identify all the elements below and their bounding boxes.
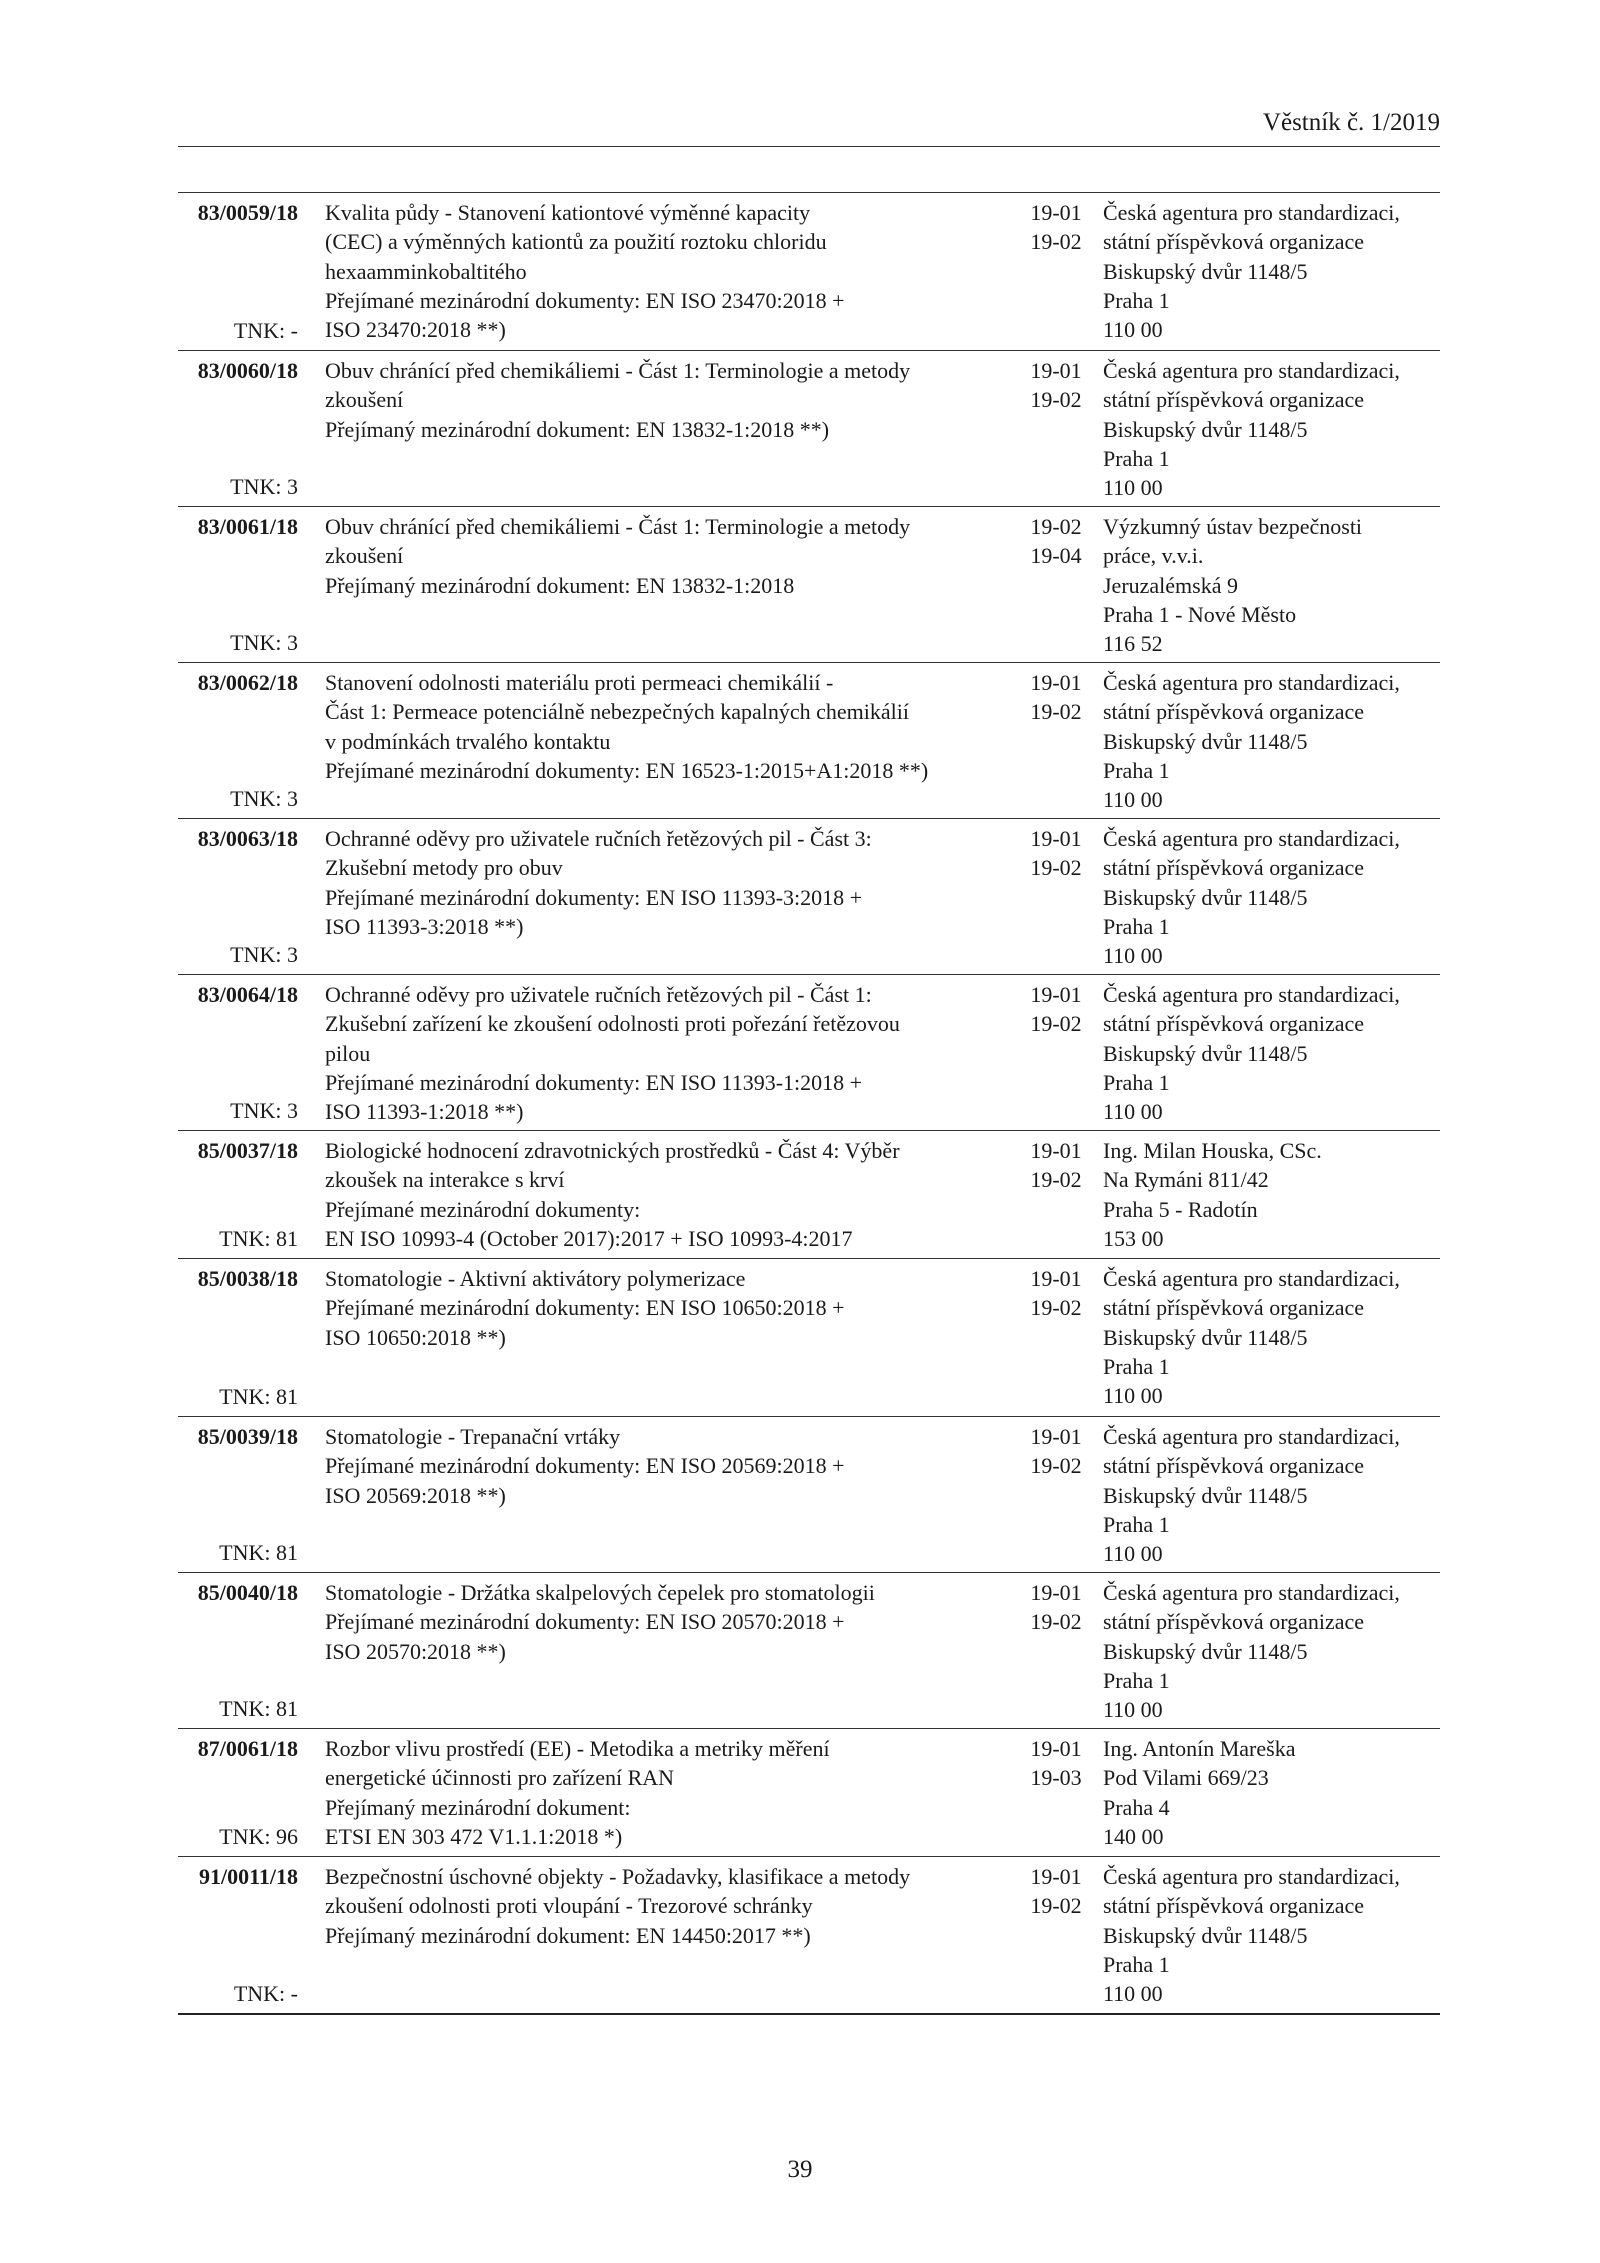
processor-address-line: Biskupský dvůr 1148/5 bbox=[1103, 1922, 1308, 1948]
tnk-label: TNK: - bbox=[233, 317, 298, 343]
processor-address bbox=[1103, 356, 1448, 502]
processor-address bbox=[1103, 1264, 1448, 1410]
standard-title-line: Přejímaný mezinárodní dokument: EN 14450:2017 **) bbox=[325, 1922, 811, 1948]
processor-address-line: Česká agentura pro standardizaci, bbox=[1103, 1864, 1400, 1889]
standard-title-line: Stomatologie - Aktivní aktivátory polymerizace bbox=[325, 1266, 746, 1291]
standard-title bbox=[325, 980, 1015, 1126]
table-row bbox=[178, 507, 1440, 663]
processor-address-line: Ing. Antonín Mareška bbox=[1103, 1736, 1296, 1761]
category-codes-line: 19-01 bbox=[1030, 1864, 1082, 1889]
standards-table bbox=[178, 192, 1440, 2015]
tnk-label: TNK: 3 bbox=[230, 785, 298, 811]
standard-title-line: Stanovení odolnosti materiálu proti permeaci chemikálií - bbox=[325, 670, 834, 695]
category-codes-line: 19-01 bbox=[1030, 826, 1082, 851]
processor-address-line: 153 00 bbox=[1103, 1225, 1164, 1251]
table-row bbox=[178, 663, 1440, 819]
standard-title-line: Část 1: Permeace potenciálně nebezpečných kapalných chemikálií bbox=[325, 699, 909, 725]
record-number: 87/0061/18 bbox=[197, 1736, 298, 1761]
processor-address bbox=[1103, 980, 1448, 1126]
standard-title-line: ISO 11393-1:2018 **) bbox=[325, 1099, 524, 1125]
processor-address-line: Praha 4 bbox=[1103, 1794, 1170, 1820]
record-id-cell bbox=[178, 668, 298, 813]
processor-address-line: 110 00 bbox=[1103, 317, 1163, 343]
record-number: 85/0038/18 bbox=[197, 1266, 298, 1291]
category-codes bbox=[1016, 1136, 1096, 1195]
category-codes bbox=[1016, 824, 1096, 883]
processor-address bbox=[1103, 1422, 1448, 1568]
category-codes bbox=[1016, 1422, 1096, 1481]
category-codes-line: 19-01 bbox=[1030, 1736, 1082, 1761]
standard-title bbox=[325, 824, 1015, 941]
processor-address-line: Biskupský dvůr 1148/5 bbox=[1103, 1324, 1308, 1350]
standard-title bbox=[325, 668, 1015, 785]
processor-address-line: Praha 1 bbox=[1103, 913, 1170, 939]
record-id-cell bbox=[178, 824, 298, 969]
standard-title-line: Přejímané mezinárodní dokumenty: EN ISO 11393-3:2018 + bbox=[325, 884, 863, 910]
standard-title-line: Přejímané mezinárodní dokumenty: EN ISO 23470:2018 + bbox=[325, 287, 845, 313]
standard-title-line: Obuv chránící před chemikáliemi - Část 1: Terminologie a metody bbox=[325, 514, 911, 539]
standard-title bbox=[325, 1264, 1015, 1352]
processor-address bbox=[1103, 1136, 1448, 1253]
record-number: 83/0064/18 bbox=[197, 982, 298, 1007]
category-codes-line: 19-01 bbox=[1030, 1424, 1082, 1449]
page-number: 39 bbox=[787, 2156, 813, 2183]
table-row bbox=[178, 1729, 1440, 1857]
category-codes-line: 19-02 bbox=[1030, 1295, 1082, 1321]
table-row bbox=[178, 193, 1440, 351]
standard-title-line: Zkušební zařízení ke zkoušení odolnosti proti pořezání řetězovou bbox=[325, 1011, 900, 1037]
processor-address-line: práce, v.v.i. bbox=[1103, 543, 1204, 569]
category-codes bbox=[1016, 1264, 1096, 1323]
standard-title-line: zkoušení bbox=[325, 387, 404, 413]
standard-title-line: Přejímané mezinárodní dokumenty: EN ISO 20570:2018 + bbox=[325, 1609, 845, 1635]
standard-title-line: Biologické hodnocení zdravotnických prostředků - Část 4: Výběr bbox=[325, 1138, 900, 1163]
processor-address-line: Na Rymáni 811/42 bbox=[1103, 1167, 1269, 1193]
standard-title-line: ISO 11393-3:2018 **) bbox=[325, 913, 524, 939]
tnk-label: TNK: 81 bbox=[219, 1225, 298, 1251]
processor-address bbox=[1103, 1578, 1448, 1724]
processor-address bbox=[1103, 198, 1448, 344]
category-codes-line: 19-03 bbox=[1030, 1765, 1082, 1791]
category-codes bbox=[1016, 1578, 1096, 1637]
standard-title-line: Přejímané mezinárodní dokumenty: bbox=[325, 1196, 641, 1222]
standard-title bbox=[325, 356, 1015, 444]
standard-title bbox=[325, 1422, 1015, 1510]
standard-title-line: Kvalita půdy - Stanovení kationtové výměnné kapacity bbox=[325, 200, 811, 225]
tnk-label: TNK: 3 bbox=[230, 473, 298, 499]
processor-address bbox=[1103, 1734, 1448, 1851]
standard-title-line: ETSI EN 303 472 V1.1.1:2018 *) bbox=[325, 1823, 623, 1849]
record-id-cell bbox=[178, 1734, 298, 1851]
processor-address-line: Česká agentura pro standardizaci, bbox=[1103, 1424, 1400, 1449]
record-number: 91/0011/18 bbox=[198, 1864, 298, 1889]
processor-address-line: státní příspěvková organizace bbox=[1103, 1893, 1365, 1919]
standard-title-line: pilou bbox=[325, 1040, 371, 1066]
record-number: 85/0039/18 bbox=[197, 1424, 298, 1449]
standard-title-line: Bezpečnostní úschovné objekty - Požadavky, klasifikace a metody bbox=[325, 1864, 911, 1889]
processor-address-line: Praha 1 bbox=[1103, 757, 1170, 783]
standard-title bbox=[325, 512, 1015, 600]
table-row bbox=[178, 819, 1440, 975]
category-codes-line: 19-02 bbox=[1030, 1893, 1082, 1919]
processor-address-line: Praha 1 bbox=[1103, 287, 1170, 313]
standard-title-line: energetické účinnosti pro zařízení RAN bbox=[325, 1765, 675, 1791]
record-id-cell bbox=[178, 1578, 298, 1723]
category-codes-line: 19-01 bbox=[1030, 1266, 1082, 1291]
table-row bbox=[178, 975, 1440, 1131]
standard-title bbox=[325, 1734, 1015, 1851]
category-codes-line: 19-01 bbox=[1030, 670, 1082, 695]
processor-address-line: státní příspěvková organizace bbox=[1103, 229, 1365, 255]
category-codes bbox=[1016, 198, 1096, 257]
record-id-cell bbox=[178, 1136, 298, 1253]
standard-title-line: Přejímaný mezinárodní dokument: EN 13832-1:2018 bbox=[325, 572, 795, 598]
standard-title-line: Ochranné oděvy pro uživatele ručních řetězových pil - Část 1: bbox=[325, 982, 872, 1007]
processor-address-line: 110 00 bbox=[1103, 1981, 1163, 2007]
category-codes-line: 19-01 bbox=[1030, 982, 1082, 1007]
processor-address-line: 110 00 bbox=[1103, 1541, 1163, 1567]
standard-title-line: Přejímaný mezinárodní dokument: bbox=[325, 1794, 631, 1820]
record-number: 83/0059/18 bbox=[197, 200, 298, 225]
processor-address-line: 116 52 bbox=[1103, 631, 1163, 657]
category-codes-line: 19-02 bbox=[1030, 699, 1082, 725]
processor-address-line: Praha 1 bbox=[1103, 445, 1170, 471]
standard-title-line: v podmínkách trvalého kontaktu bbox=[325, 728, 611, 754]
tnk-label: TNK: 81 bbox=[219, 1539, 298, 1565]
tnk-label: TNK: 3 bbox=[230, 629, 298, 655]
table-row bbox=[178, 1573, 1440, 1729]
page-header bbox=[178, 108, 1440, 147]
standard-title-line: Přejímané mezinárodní dokumenty: EN ISO 11393-1:2018 + bbox=[325, 1069, 863, 1095]
processor-address-line: 110 00 bbox=[1103, 1383, 1163, 1409]
standard-title bbox=[325, 1136, 1015, 1253]
processor-address-line: státní příspěvková organizace bbox=[1103, 1609, 1365, 1635]
processor-address bbox=[1103, 668, 1448, 814]
table-row bbox=[178, 351, 1440, 507]
standard-title-line: Přejímané mezinárodní dokumenty: EN ISO 10650:2018 + bbox=[325, 1295, 845, 1321]
processor-address-line: Česká agentura pro standardizaci, bbox=[1103, 826, 1400, 851]
processor-address-line: 140 00 bbox=[1103, 1823, 1164, 1849]
processor-address-line: Česká agentura pro standardizaci, bbox=[1103, 1266, 1400, 1291]
standard-title-line: zkoušek na interakce s krví bbox=[325, 1167, 565, 1193]
category-codes bbox=[1016, 356, 1096, 415]
processor-address-line: Biskupský dvůr 1148/5 bbox=[1103, 258, 1308, 284]
record-id-cell bbox=[178, 1422, 298, 1567]
processor-address-line: 110 00 bbox=[1103, 475, 1163, 501]
record-number: 85/0040/18 bbox=[197, 1580, 298, 1605]
category-codes-line: 19-01 bbox=[1030, 1580, 1082, 1605]
record-id-cell bbox=[178, 1264, 298, 1411]
record-id-cell bbox=[178, 356, 298, 501]
processor-address-line: Česká agentura pro standardizaci, bbox=[1103, 982, 1400, 1007]
processor-address-line: Biskupský dvůr 1148/5 bbox=[1103, 728, 1308, 754]
standard-title-line: Přejímané mezinárodní dokumenty: EN ISO 20569:2018 + bbox=[325, 1453, 845, 1479]
category-codes-line: 19-02 bbox=[1030, 229, 1082, 255]
record-number: 85/0037/18 bbox=[197, 1138, 298, 1163]
processor-address bbox=[1103, 824, 1448, 970]
processor-address-line: státní příspěvková organizace bbox=[1103, 1295, 1365, 1321]
category-codes bbox=[1016, 1734, 1096, 1793]
standard-title-line: ISO 10650:2018 **) bbox=[325, 1324, 506, 1350]
standard-title-line: zkoušení bbox=[325, 543, 404, 569]
standard-title-line: ISO 20570:2018 **) bbox=[325, 1638, 506, 1664]
table-row bbox=[178, 1259, 1440, 1417]
standard-title-line: Stomatologie - Trepanační vrtáky bbox=[325, 1424, 621, 1449]
category-codes-line: 19-04 bbox=[1030, 543, 1082, 569]
standard-title-line: Obuv chránící před chemikáliemi - Část 1: Terminologie a metody bbox=[325, 358, 911, 383]
standard-title-line: ISO 20569:2018 **) bbox=[325, 1482, 506, 1508]
processor-address-line: Praha 1 bbox=[1103, 1069, 1170, 1095]
record-id-cell bbox=[178, 198, 298, 345]
table-row bbox=[178, 1417, 1440, 1573]
processor-address-line: Česká agentura pro standardizaci, bbox=[1103, 358, 1400, 383]
category-codes-line: 19-02 bbox=[1030, 387, 1082, 413]
processor-address-line: státní příspěvková organizace bbox=[1103, 855, 1365, 881]
standard-title-line: Přejímaný mezinárodní dokument: EN 13832-1:2018 **) bbox=[325, 416, 830, 442]
processor-address-line: státní příspěvková organizace bbox=[1103, 699, 1365, 725]
standard-title-line: Zkušební metody pro obuv bbox=[325, 855, 563, 881]
record-id-cell bbox=[178, 1862, 298, 2008]
category-codes-line: 19-02 bbox=[1030, 1011, 1082, 1037]
record-number: 83/0060/18 bbox=[197, 358, 298, 383]
standard-title-line: ISO 23470:2018 **) bbox=[325, 317, 506, 343]
standard-title bbox=[325, 1862, 1015, 1950]
table-row bbox=[178, 1131, 1440, 1259]
category-codes bbox=[1016, 512, 1096, 571]
standard-title bbox=[325, 198, 1015, 344]
processor-address-line: 110 00 bbox=[1103, 787, 1163, 813]
processor-address-line: Česká agentura pro standardizaci, bbox=[1103, 1580, 1400, 1605]
tnk-label: TNK: - bbox=[233, 1980, 298, 2006]
record-number: 83/0063/18 bbox=[197, 826, 298, 851]
category-codes-line: 19-02 bbox=[1030, 514, 1082, 539]
processor-address-line: 110 00 bbox=[1103, 943, 1163, 969]
tnk-label: TNK: 96 bbox=[219, 1823, 298, 1849]
processor-address-line: 110 00 bbox=[1103, 1099, 1163, 1125]
journal-title: Věstník č. 1/2019 bbox=[1262, 109, 1440, 136]
processor-address-line: 110 00 bbox=[1103, 1697, 1163, 1723]
processor-address bbox=[1103, 512, 1448, 658]
standard-title-line: EN ISO 10993-4 (October 2017):2017 + ISO 10993-4:2017 bbox=[325, 1225, 853, 1251]
category-codes-line: 19-01 bbox=[1030, 1138, 1082, 1163]
processor-address-line: státní příspěvková organizace bbox=[1103, 387, 1365, 413]
category-codes bbox=[1016, 980, 1096, 1039]
standard-title-line: Přejímané mezinárodní dokumenty: EN 16523-1:2015+A1:2018 **) bbox=[325, 757, 929, 783]
record-id-cell bbox=[178, 512, 298, 657]
standard-title bbox=[325, 1578, 1015, 1666]
processor-address-line: Praha 1 - Nové Město bbox=[1103, 601, 1297, 627]
processor-address-line: Praha 1 bbox=[1103, 1951, 1170, 1977]
category-codes-line: 19-01 bbox=[1030, 200, 1082, 225]
tnk-label: TNK: 3 bbox=[230, 1097, 298, 1123]
standard-title-line: Rozbor vlivu prostředí (EE) - Metodika a metriky měření bbox=[325, 1736, 830, 1761]
processor-address-line: Výzkumný ústav bezpečnosti bbox=[1103, 514, 1363, 539]
processor-address-line: Biskupský dvůr 1148/5 bbox=[1103, 1638, 1308, 1664]
processor-address-line: státní příspěvková organizace bbox=[1103, 1453, 1365, 1479]
record-id-cell bbox=[178, 980, 298, 1125]
standard-title-line: zkoušení odolnosti proti vloupání - Trezorové schránky bbox=[325, 1893, 813, 1919]
processor-address-line: Praha 5 - Radotín bbox=[1103, 1196, 1258, 1222]
processor-address-line: Česká agentura pro standardizaci, bbox=[1103, 200, 1400, 225]
processor-address-line: státní příspěvková organizace bbox=[1103, 1011, 1365, 1037]
standard-title-line: Ochranné oděvy pro uživatele ručních řetězových pil - Část 3: bbox=[325, 826, 872, 851]
category-codes bbox=[1016, 1862, 1096, 1921]
category-codes-line: 19-02 bbox=[1030, 1167, 1082, 1193]
processor-address-line: Jeruzalémská 9 bbox=[1103, 572, 1238, 598]
tnk-label: TNK: 81 bbox=[219, 1383, 298, 1409]
tnk-label: TNK: 3 bbox=[230, 941, 298, 967]
category-codes-line: 19-02 bbox=[1030, 1453, 1082, 1479]
processor-address-line: Praha 1 bbox=[1103, 1511, 1170, 1537]
processor-address-line: Biskupský dvůr 1148/5 bbox=[1103, 884, 1308, 910]
category-codes-line: 19-02 bbox=[1030, 1609, 1082, 1635]
category-codes-line: 19-01 bbox=[1030, 358, 1082, 383]
category-codes bbox=[1016, 668, 1096, 727]
record-number: 83/0061/18 bbox=[197, 514, 298, 539]
standard-title-line: (CEC) a výměnných kationtů za použití roztoku chloridu bbox=[325, 229, 827, 255]
tnk-label: TNK: 81 bbox=[219, 1695, 298, 1721]
processor-address-line: Biskupský dvůr 1148/5 bbox=[1103, 1482, 1308, 1508]
processor-address-line: Ing. Milan Houska, CSc. bbox=[1103, 1138, 1322, 1163]
standard-title-line: hexaamminkobaltitého bbox=[325, 258, 527, 284]
processor-address-line: Praha 1 bbox=[1103, 1667, 1170, 1693]
processor-address-line: Pod Vilami 669/23 bbox=[1103, 1765, 1269, 1791]
processor-address-line: Biskupský dvůr 1148/5 bbox=[1103, 1040, 1308, 1066]
processor-address-line: Česká agentura pro standardizaci, bbox=[1103, 670, 1400, 695]
table-row bbox=[178, 1857, 1440, 2015]
record-number: 83/0062/18 bbox=[197, 670, 298, 695]
processor-address bbox=[1103, 1862, 1448, 2008]
processor-address-line: Biskupský dvůr 1148/5 bbox=[1103, 416, 1308, 442]
processor-address-line: Praha 1 bbox=[1103, 1353, 1170, 1379]
category-codes-line: 19-02 bbox=[1030, 855, 1082, 881]
standard-title-line: Stomatologie - Držátka skalpelových čepelek pro stomatologii bbox=[325, 1580, 875, 1605]
